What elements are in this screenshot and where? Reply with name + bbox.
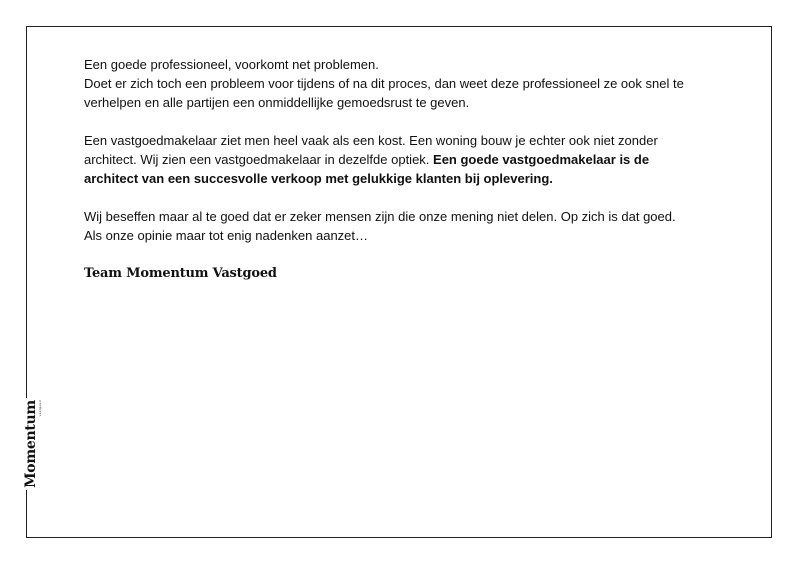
logo-subtext: vastgoed bbox=[38, 400, 42, 417]
paragraph-line: Een vastgoedmakelaar ziet men heel vaak als een kost. Een woning bouw je echter ook niet zonder bbox=[84, 133, 658, 148]
paragraph-line: Een goede professioneel, voorkomt net problemen. bbox=[84, 57, 379, 72]
paragraph-1 bbox=[84, 55, 744, 112]
paragraph-bold-line: architect van een succesvolle verkoop met gelukkige klanten bij oplevering. bbox=[84, 171, 553, 186]
momentum-logo-mark bbox=[24, 400, 42, 488]
paragraph-3 bbox=[84, 207, 744, 245]
logo-wordmark: Momentum bbox=[23, 400, 39, 488]
paragraph-bold-text: Een goede vastgoedmakelaar is de bbox=[433, 152, 650, 167]
paragraph-line: Wij beseffen maar al te goed dat er zeker mensen zijn die onze mening niet delen. Op zich is dat goed. bbox=[84, 209, 676, 224]
signature: Team Momentum Vastgoed bbox=[84, 266, 277, 281]
paragraph-line: verhelpen en alle partijen een onmiddellijke gemoedsrust te geven. bbox=[84, 95, 470, 110]
paragraph-text: architect. Wij zien een vastgoedmakelaar in dezelfde optiek. bbox=[84, 152, 434, 167]
paragraph-2 bbox=[84, 131, 744, 188]
paragraph-line: Als onze opinie maar tot enig nadenken aanzet… bbox=[84, 228, 369, 243]
paragraph-line-mixed bbox=[84, 150, 744, 169]
document-body bbox=[84, 55, 744, 283]
paragraph-line: Doet er zich toch een probleem voor tijdens of na dit proces, dan weet deze professioneel ze ook snel te bbox=[84, 76, 684, 91]
